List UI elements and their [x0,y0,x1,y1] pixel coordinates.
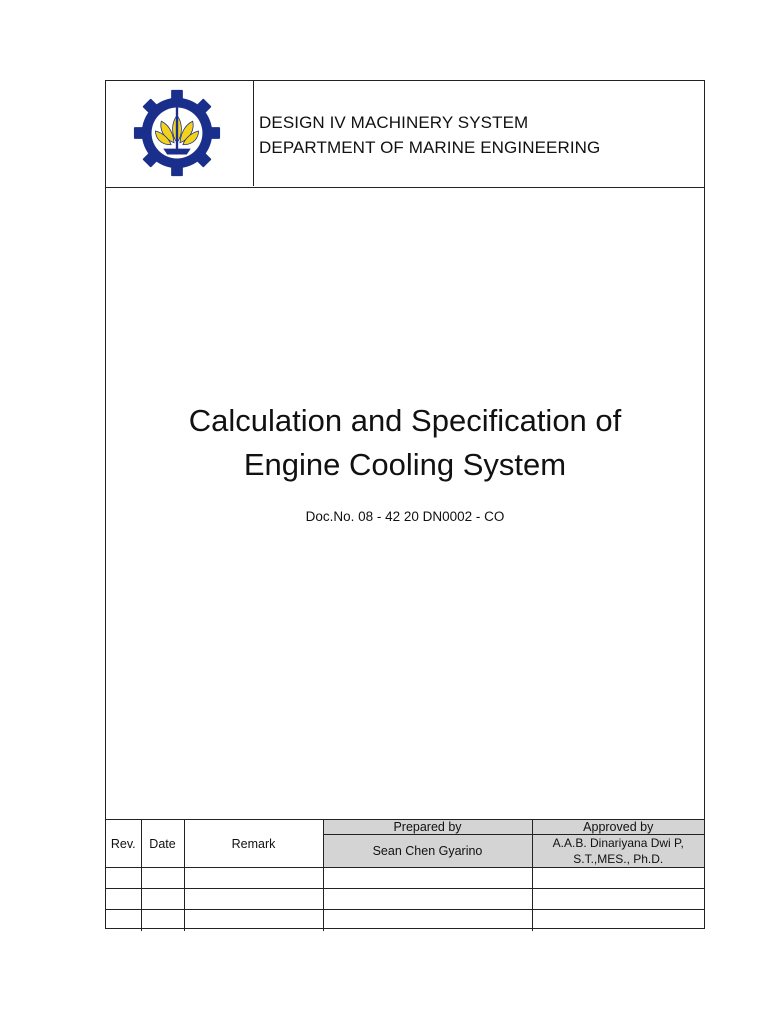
approved-by-name: A.A.B. Dinariyana Dwi P, S.T.,MES., Ph.D. [532,835,704,868]
table-row [106,889,704,910]
date-cell [141,868,184,889]
rev-cell [106,868,141,889]
approved-by-header: Approved by [532,820,704,835]
remark-cell [184,910,323,931]
approved-cell [532,868,704,889]
prepared-by-name: Sean Chen Gyarino [323,835,532,868]
table-row [106,868,704,889]
date-cell [141,910,184,931]
revision-table [106,819,704,931]
department-title: DEPARTMENT OF MARINE ENGINEERING [259,138,601,157]
header-title-block [259,110,600,160]
logo-cell [106,81,254,186]
approved-cell [532,910,704,931]
rev-cell [106,910,141,931]
document-header [106,81,704,188]
institution-emblem-icon [128,87,226,179]
approved-cell [532,889,704,910]
prepared-cell [323,868,532,889]
document-frame [105,80,705,929]
table-row [106,910,704,931]
prepared-cell [323,910,532,931]
document-title-line-1: Calculation and Specification of [188,403,622,438]
prepared-cell [323,889,532,910]
remark-cell [184,889,323,910]
rev-cell [106,889,141,910]
rev-header: Rev. [106,820,141,868]
remark-cell [184,868,323,889]
date-header: Date [141,820,184,868]
prepared-by-header: Prepared by [323,820,532,835]
document-title-line-2: Engine Cooling System [243,447,567,482]
document-number: Doc.No. 08 - 42 20 DN0002 - CO [305,509,505,524]
course-title: DESIGN IV MACHINERY SYSTEM [259,113,529,132]
remark-header: Remark [184,820,323,868]
document-title [106,399,704,487]
date-cell [141,889,184,910]
